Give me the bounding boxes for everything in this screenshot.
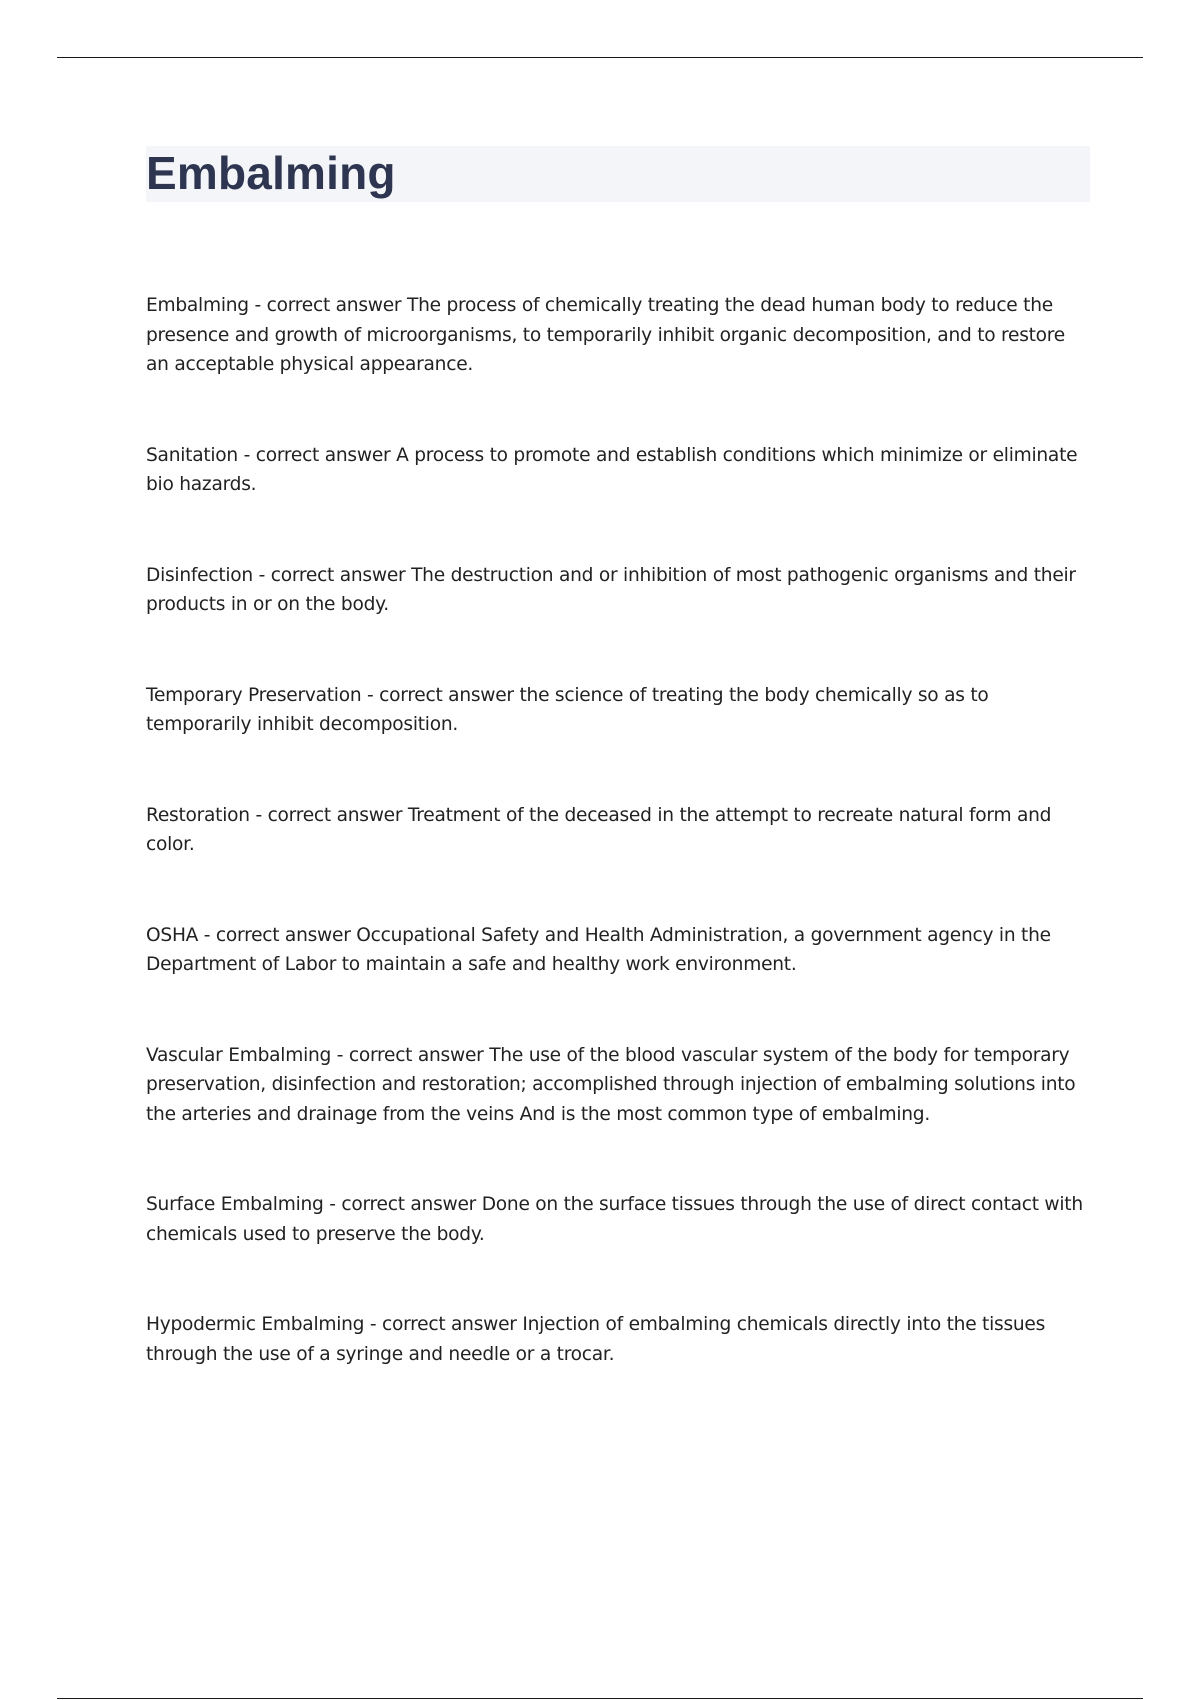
entry-definition: The process of chemically treating the dead human body to reduce the presence and growth of microorganisms, to temporarily inhibit organic decomposition, and to restore an acceptable physical appearance. (146, 295, 1065, 375)
entry-term: Hypodermic Embalming (146, 1314, 365, 1335)
bottom-divider (57, 1698, 1143, 1699)
entry-definition: Injection of embalming chemicals directly into the tissues through the use of a syringe and needle or a trocar. (146, 1314, 1046, 1365)
flashcard-entry (146, 681, 1086, 740)
entry-term: Disinfection (146, 564, 253, 586)
page-title: Embalming (146, 147, 396, 199)
flashcard-entry (146, 921, 1086, 980)
entry-definition: the science of treating the body chemically so as to temporarily inhibit decomposition. (146, 684, 989, 735)
entry-term: Embalming (146, 295, 249, 316)
flashcard-entry (146, 1190, 1086, 1249)
entry-separator: - correct answer (361, 684, 520, 706)
flashcard-entry (146, 1041, 1086, 1130)
entry-separator: - correct answer (364, 1314, 523, 1335)
flashcard-entry (146, 441, 1086, 500)
entry-term: Vascular Embalming (146, 1044, 332, 1066)
entry-separator: - correct answer (249, 804, 408, 826)
entry-definition: Occupational Safety and Health Administration, a government agency in the Department of Labor to maintain a safe and healthy work environment. (146, 924, 1051, 975)
entry-term: Sanitation (146, 444, 238, 466)
flashcard-entry (146, 291, 1086, 380)
entry-term: Surface Embalming (146, 1194, 324, 1215)
entry-definition: A process to promote and establish conditions which minimize or eliminate bio hazards. (146, 444, 1078, 495)
entry-separator: - correct answer (248, 295, 407, 316)
flashcard-entry (146, 1310, 1086, 1369)
entry-separator: - correct answer (198, 924, 357, 946)
entry-separator: - correct answer (323, 1194, 482, 1215)
entry-separator: - correct answer (252, 564, 412, 586)
entry-term: Restoration (146, 804, 250, 826)
flashcard-entry (146, 801, 1086, 860)
entry-term: OSHA (146, 924, 199, 946)
entry-term: Temporary Preservation (146, 684, 362, 706)
flashcard-entry (146, 561, 1086, 620)
entry-definition: Treatment of the deceased in the attempt to recreate natural form and color. (146, 804, 1052, 855)
entry-separator: - correct answer (237, 444, 397, 466)
entry-definition: The use of the blood vascular system of the body for temporary preservation, disinfection and restoration; accomplished through injection of embalming solutions into the arteries and drainage from the veins And is the most common type of embalming. (146, 1044, 1076, 1125)
top-divider (57, 57, 1143, 58)
entry-separator: - correct answer (331, 1044, 490, 1066)
entry-definition: The destruction and or inhibition of most pathogenic organisms and their products in or on the body. (146, 564, 1076, 615)
entry-definition: Done on the surface tissues through the use of direct contact with chemicals used to preserve the body. (146, 1194, 1083, 1245)
flashcard-list (146, 291, 1086, 1430)
